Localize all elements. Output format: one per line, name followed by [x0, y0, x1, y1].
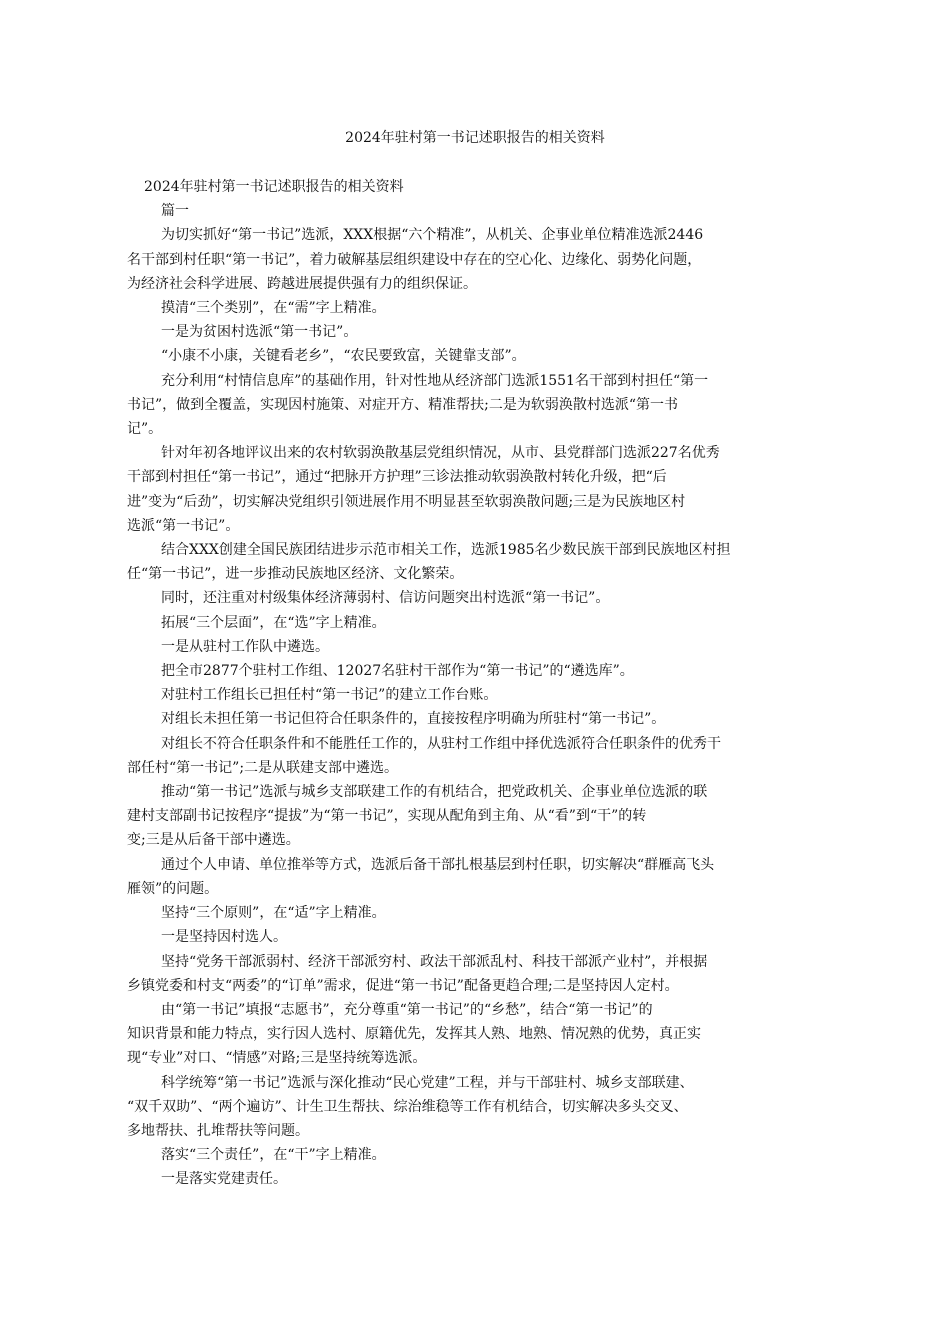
paragraph	[127, 441, 826, 538]
paragraph-line: 篇一	[161, 203, 189, 220]
paragraph-line: 针对年初各地评议出来的农村软弱涣散基层党组织情况，从市、县党群部门选派227名优秀	[161, 445, 720, 462]
paragraph	[144, 659, 826, 683]
paragraph-line: 变;三是从后备干部中遴选。	[127, 832, 300, 849]
paragraph-line: 一是从驻村工作队中遴选。	[161, 638, 329, 655]
paragraph	[144, 296, 826, 320]
document-subtitle: 2024年驻村第一书记述职报告的相关资料	[144, 179, 404, 195]
paragraph-line: 落实“三个责任”，在“干”字上精准。	[161, 1147, 386, 1164]
paragraph	[144, 635, 826, 659]
paragraph-line: 进”变为“后劲”，切实解决党组织引领进展作用不明显甚至软弱涣散问题;三是为民族地区村	[127, 493, 686, 510]
paragraph	[144, 344, 826, 368]
paragraph	[127, 223, 826, 296]
paragraph-line: 干部到村担任“第一书记”，通过“把脉开方护理”三诊法推动软弱涣散村转化升级，把“后	[127, 469, 667, 486]
paragraph	[144, 1143, 826, 1167]
paragraph-line: 科学统筹“第一书记”选派与深化推动“民心党建”工程，并与干部驻村、城乡支部联建、	[161, 1074, 694, 1091]
paragraph-line: “小康不小康，关键看老乡”，“农民要致富，关键靠支部”。	[161, 348, 526, 365]
paragraph-line: 书记”，做到全覆盖，实现因村施策、对症开方、精准帮扶;二是为软弱涣散村选派“第一书	[127, 396, 679, 413]
paragraph	[144, 901, 826, 925]
paragraph	[144, 320, 826, 344]
paragraph-line: 对组长未担任第一书记但符合任职条件的，直接按程序明确为所驻村“第一书记”。	[161, 711, 666, 728]
paragraph-line: 由“第一书记”填报“志愿书”，充分尊重“第一书记”的“乡愁”，结合“第一书记”的	[161, 1001, 653, 1018]
paragraph-line: 一是坚持因村选人。	[161, 929, 287, 946]
paragraph-line: 同时，还注重对村级集体经济薄弱村、信访问题突出村选派“第一书记”。	[161, 590, 610, 607]
paragraph-line: 部任村“第一书记”;二是从联建支部中遴选。	[127, 759, 399, 776]
paragraph-line: 建村支部副书记按程序“提拔”为“第一书记”，实现从配角到主角、从“看”到“干”的转	[127, 808, 647, 825]
paragraph	[144, 707, 826, 731]
paragraph-line: 选派“第一书记”。	[127, 517, 240, 534]
paragraph-list	[127, 199, 826, 1191]
paragraph-line: 通过个人申请、单位推举等方式，选派后备干部扎根基层到村任职，切实解决“群雁高飞头	[161, 856, 715, 873]
paragraph-line: 现“专业”对口、“情感”对路;三是坚持统筹选派。	[127, 1050, 427, 1067]
paragraph-line: 雁领”的问题。	[127, 880, 219, 897]
paragraph-line: 一是落实党建责任。	[161, 1171, 287, 1188]
paragraph	[144, 925, 826, 949]
paragraph-line: 把全市2877个驻村工作组、12027名驻村干部作为“第一书记”的“遴选库”。	[161, 663, 634, 680]
document-title: 2024年驻村第一书记述职报告的相关资料	[345, 130, 605, 146]
paragraph	[144, 683, 826, 707]
paragraph-line: “双千双助”、“两个遍访”、计生卫生帮扶、综治维稳等工作有机结合，切实解决多头交叉、	[127, 1098, 688, 1115]
paragraph-line: 充分利用“村情信息库”的基础作用，针对性地从经济部门选派1551名干部到村担任“第一	[161, 372, 709, 389]
paragraph	[144, 199, 826, 223]
paragraph-line: 摸清“三个类别”，在“需”字上精准。	[161, 300, 386, 317]
paragraph-line: 推动“第一书记”选派与城乡支部联建工作的有机结合，把党政机关、企事业单位选派的联	[161, 784, 708, 801]
document-body	[127, 175, 826, 1192]
paragraph-line: 一是为贫困村选派“第一书记”。	[161, 324, 358, 341]
paragraph-line: 结合XXX创建全国民族团结进步示范市相关工作，选派1985名少数民族干部到民族地区村担	[161, 542, 731, 559]
paragraph-line: 为切实抓好“第一书记”选派，XXX根据“六个精准”，从机关、企事业单位精准选派2446	[161, 227, 704, 244]
paragraph	[127, 732, 826, 780]
paragraph	[127, 853, 826, 901]
paragraph-line: 坚持“三个原则”，在“适”字上精准。	[161, 905, 386, 922]
paragraph	[127, 950, 826, 998]
paragraph	[144, 1167, 826, 1191]
paragraph-line: 对驻村工作组长已担任村“第一书记”的建立工作台账。	[161, 687, 498, 704]
paragraph	[127, 538, 826, 586]
paragraph	[127, 998, 826, 1071]
paragraph-line: 名干部到村任职“第一书记”，着力破解基层组织建设中存在的空心化、边缘化、弱势化问题，	[127, 251, 702, 268]
paragraph	[144, 586, 826, 610]
paragraph-line: 多地帮扶、扎堆帮扶等问题。	[127, 1122, 309, 1139]
paragraph	[127, 369, 826, 442]
paragraph-line: 拓展“三个层面”，在“选”字上精准。	[161, 614, 386, 631]
paragraph	[127, 1071, 826, 1144]
paragraph-line: 知识背景和能力特点，实行因人选村、原籍优先，发挥其人熟、地熟、情况熟的优势，真正实	[127, 1026, 701, 1043]
paragraph-line: 对组长不符合任职条件和不能胜任工作的，从驻村工作组中择优选派符合任职条件的优秀干	[161, 735, 721, 752]
paragraph	[144, 611, 826, 635]
paragraph-line: 任“第一书记”，进一步推动民族地区经济、文化繁荣。	[127, 566, 464, 583]
paragraph	[127, 780, 826, 853]
paragraph-line: 记”。	[127, 421, 163, 438]
paragraph-line: 为经济社会科学进展、跨越进展提供强有力的组织保证。	[127, 275, 477, 292]
paragraph-line: 乡镇党委和村支“两委”的“订单”需求，促进“第一书记”配备更趋合理;二是坚持因人定村。	[127, 977, 679, 994]
paragraph-line: 坚持“党务干部派弱村、经济干部派穷村、政法干部派乱村、科技干部派产业村”，并根据	[161, 953, 708, 970]
